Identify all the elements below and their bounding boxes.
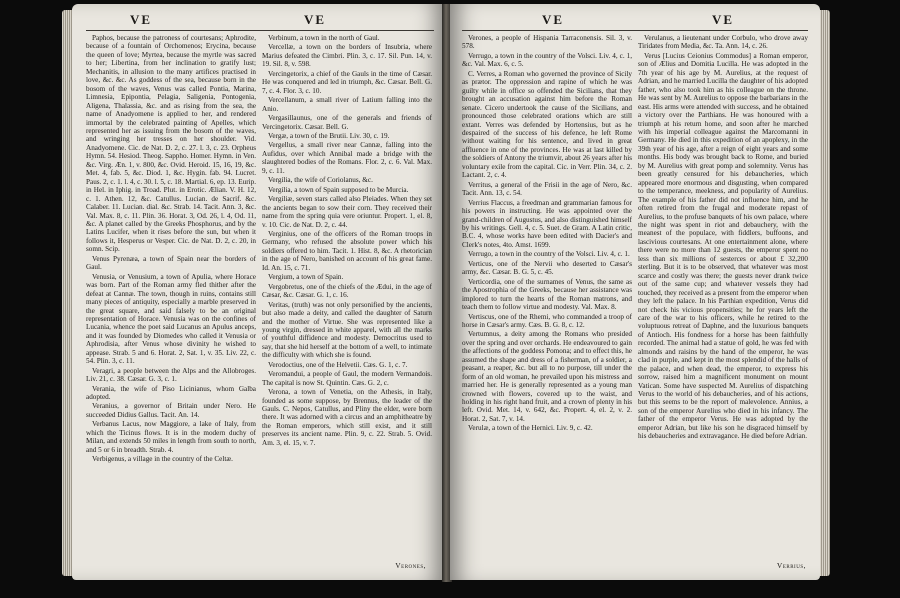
dictionary-entry: Verus [Lucius Ceionius Commodus] a Roman emperor, son of Ælius and Domitia Lucilla. He was adopted in the 7th year of his age by M. Aurelius, at the request of Adrian, and he married Lucilla the daughter of his adopted father, who also took him as his colleague on the throne. He was sent by M. Aurelius to oppose the barbarians in the east. His arms were attended with success, and he obtained a victory over the Parthians. He was honoured with a triumph at his return home, and soon after he marched with his imperial colleague against the Marcomanni in Germany. He died in this expedition of an apoplexy, in the 39th year of his age, after a reign of eight years and some months. His body was brought back to Rome, and buried by M. Aurelius with great pomp and solemnity. Verus has been greatly censured for his debaucheries, which appeared more enormous and disgusting, when compared to the temperance, meekness, and popularity of Aurelius. The example of his father did not influence him, and he often retired from the frugal and moderate repast of Aurelius, to the profuse banquets of his own palace, where the night was spent in riot and debauchery, with the meanest of the populace, with fiddlers, buffoons, and lascivious courtesans. At one entertainment alone, where there were no more than 12 guests, the emperor spent no less than six millions of sesterces or about £ 32,200 sterling. But it is to be observed, that whatever was most scarce and costly was there; the guests never drank twice out of the same cup; and whatever vessels they had touched, they received as a present from the emperor when they left the palace. In his Parthian expedition, Verus did not check his vicious propensities; he for years left the care of the war to his officers, while he retired to the voluptuous retreat of Daphne, and the luxurious banquets of Antioch. His fondness for a horse has been faithfully recorded. The animal had a statue of gold, he was fed with almonds and raisins by the hand of the emperor, he was clad in purple, and kept in the most splendid of the halls of the palace, and when dead, the emperor, to express his sorrow, raised him a magnificent monument on mount Vatican. Some have suspected M. Aurelius of dispatching Verus to the world of his debaucheries, and of his actions, but this seems to be the report of malevolence. Annius, a son of the emperor Aurelius who died in his infancy. The father of the emperor Verus. He was adopted by the emperor Adrian, but like his son he disgraced himself by his debaucheries and extravagance. He died before Adrian. — [638, 51, 808, 441]
dictionary-entry: Verania, the wife of Piso Licinianus, whom Galba adopted. — [86, 384, 256, 402]
dictionary-entry: Veromandui, a people of Gaul, the modern Vermandois. The capital is now St. Quintin. Cæs. G. 2, c. — [262, 370, 432, 387]
dictionary-entry: Vercellæ, a town on the borders of Insubria, where Marius defeated the Cimbri. Plin. 3, c. 17. Sil. Pun. 14, v. 19. Sil. 8, v. 598. — [262, 43, 432, 69]
dictionary-entry: Venusia, or Venusium, a town of Apulia, where Horace was born. Part of the Roman army fled thither after the defeat at Cannæ. The town, though in ruins, contains still many pieces of antiquity, especially a marble preserved in the great square, and said falsely to be an original representation of Horace. Venusia was on the confines of Lucania, whence the poet said Lucanus an Apulus anceps, and it was founded by Diomedes who called it Venusia or Aphrodisia, after Venus whose divinity he wished to appease. Strab. 5 and 6. Horat. 2, Sat. 1, v. 35. Liv. 22, c. 54. Plin. 3, c. 11. — [86, 272, 256, 366]
right-column-1 — [462, 34, 632, 564]
dictionary-entry: Verones, a people of Hispania Tarraconensis. Sil. 3, v. 578. — [462, 34, 632, 51]
dictionary-entry: Verulanus, a lieutenant under Corbulo, who drove away Tiridates from Media, &c. Ta. Ann. 14, c. 26. — [638, 34, 808, 51]
left-column-2 — [262, 34, 432, 564]
dictionary-entry: Vercellanum, a small river of Latium falling into the Anio. — [262, 96, 432, 113]
left-column-1 — [86, 34, 256, 564]
dictionary-entry: Verticordia, one of the surnames of Venus, the same as the Apostrophia of the Greeks, because her assistance was implored to turn the hearts of the Roman matrons, and teach them to follow virtue and modesty. Val. Max. 8. — [462, 277, 632, 312]
right-column-2 — [638, 34, 808, 564]
dictionary-entry: Verrugo, a town in the country of the Volsci. Liv. 4, c. 1, &c. Val. Max. 6, c. 5. — [462, 51, 632, 69]
dictionary-entry: Verrugo, a town in the country of the Volsci. Liv. 4, c. 1. — [468, 250, 630, 259]
left-page — [72, 4, 444, 580]
right-page-header-right: VE — [712, 12, 735, 27]
dictionary-entry: Vergellus, a small river near Cannæ, falling into the Aufidus, over which Annibal made a bridge with the slaughtered bodies of the Romans. Flor. 2, c. 6. Val. Max. 9, c. 11. — [262, 141, 432, 175]
dictionary-entry: Verticus, one of the Nervii who deserted to Cæsar's army, &c. Cæsar. B. G. 5, c. 45. — [462, 259, 632, 277]
dictionary-entry: Verbanus Lacus, now Maggiore, a lake of Italy, from which the Ticinus flows. It is in the modern duchy of Milan, and extends 50 miles in length from south to north, and 5 or 6 in breadth. Strab. 4. — [86, 420, 256, 454]
open-book — [72, 4, 820, 592]
left-header-rule — [86, 30, 434, 31]
right-page-header-left: VE — [542, 12, 565, 27]
dictionary-entry: Verodoctius, one of the Helvetii. Cæs. G. 1, c. 7. — [268, 360, 408, 369]
dictionary-entry: Venus Pyrenæa, a town of Spain near the borders of Gaul. — [86, 254, 256, 272]
right-header-rule — [462, 30, 808, 31]
dictionary-entry: Verginius, one of the officers of the Roman troops in Germany, who refused the absolute power which his soldiers offered to him. Tacit. 1. Hist. 8, &c. A rhetorician in the age of Nero, banished on account of his great fame. Id. An. 15, c. 71. — [262, 229, 432, 272]
right-catchword: Verrius, — [776, 561, 806, 570]
dictionary-entry: Vergobretus, one of the chiefs of the Ædui, in the age of Cæsar, &c. Cæsar. G. 1, c. 16. — [262, 282, 432, 300]
dictionary-entry: Verona, a town of Venetia, on the Athesis, in Italy, founded as some suppose, by Brennus, the leader of the Gauls. C. Nepos, Catullus, and Pliny the elder, were born there. It was adorned with a circus and an amphitheatre by the Roman emperors, which still exist, and it still preserves its ancient name. Plin. 9, c. 22. Strab. 5. Ovid. Am. 3, el. 15, v. 7. — [262, 388, 432, 447]
dictionary-entry: Veranius, a governor of Britain under Nero. He succeeded Didius Gallus. Tacit. An. 14. — [86, 402, 256, 419]
dictionary-entry: C. Verres, a Roman who governed the province of Sicily as prætor. The oppression and rapine of which he was guilty while in office so offended the Sicilians, that they brought an accusation against him before the Roman senate. Cicero undertook the cause of the Sicilians, and pronounced those celebrated orations which are still extant. Verres was defended by Hortensius, but as he despaired of the success of his defence, he left Rome without waiting for his sentence, and lived in great affluence in one of the provinces. He was at last killed by the soldiers of Antony the triumvir, about 26 years after his voluntary exile from the capital. Cic. in Verr. Plin. 34, c. 2. Lactant. 2, c. 4. — [462, 69, 632, 180]
right-page — [450, 4, 820, 580]
left-catchword: Verones, — [395, 561, 426, 570]
left-page-header-right: VE — [304, 12, 327, 27]
dictionary-entry: Verrius Flaccus, a freedman and grammarian famous for his powers in instructing. He was appointed over the grand-children of Augustus, and also distinguished himself by his writings. Gell. 4, c. 5. Suet. de Gram. A Latin critic, B.C. 4, whose works have been edited with Dacier's and Clerk's notes, 4to. Amst. 1699. — [462, 198, 632, 249]
dictionary-entry: Vertumnus, a deity among the Romans who presided over the spring and over orchards. He endeavoured to gain the affections of the goddess Pomona; and to effect this, he assumed the shape and dress of a fisherman, of a soldier, a peasant, a reaper, &c. but all to no purpose, till under the form of an old woman, he prevailed upon his mistress and married her. He is generally represented as a young man crowned with flowers, covered up to the waist, and holding in his right hand fruit, and a crown of plenty in his left. Ovid. Met. 14, v. 642, &c. Propert. 4, el. 2, v. 2. Horat. 2, Sat. 7, v. 14. — [462, 330, 632, 423]
dictionary-entry: Veragri, a people between the Alps and the Allobroges. Liv. 21, c. 38. Cæsar. G. 3, c. 1. — [86, 366, 256, 384]
dictionary-entry: Veritas, (truth) was not only personified by the ancients, but also made a deity, and called the daughter of Saturn and the mother of Virtue. She was represented like a young virgin, dressed in white apparel, with all the marks of youthful diffidence and modesty. Democritus used to say, that she hid herself at the bottom of a well, to intimate the difficulty with which she is found. — [262, 300, 432, 360]
dictionary-entry: Vertiscus, one of the Rhemi, who commanded a troop of horse in Cæsar's army. Cæs. B. G. 8, c. 12. — [462, 312, 632, 329]
dictionary-entry: Verulæ, a town of the Hernici. Liv. 9, c. 42. — [468, 424, 593, 433]
dictionary-entry: Vergasillaunus, one of the generals and friends of Vercingetorix. Cæsar. Bell. G. — [262, 114, 432, 131]
dictionary-entry: Vercingetorix, a chief of the Gauls in the time of Cæsar. He was conquered and led in triumph, &c. Cæsar. Bell. G. 7, c. 4. Flor. 3, c. 10. — [262, 69, 432, 95]
dictionary-entry: Vergilia, a town of Spain supposed to be Murcia. — [268, 185, 409, 194]
dictionary-entry: Verritus, a general of the Frisii in the age of Nero, &c. Tacit. Ann. 13, c. 54. — [462, 180, 632, 198]
dictionary-entry: Paphos, because the patroness of courtesans; Aphrodite, because of a fountain of Orchomenos; Erycina, because the queen of love; Myrtea, because the myrtle was sacred to her; Libertina, from her inclination to gratify lust; Mechanitis, in allusion to the many artifices practised in love, &c. &c. As goddess of the sea, because born in the bosom of the waves, Venus was called Pontia, Marina, Limnesia, Epipontia, Pelagia, Saligenia, Pontogenia, Aligena, Thalassia, &c. and as rising from the sea, the name of Anadyomene is applied to her, and rendered immortal by the celebrated painting of Apelles, which represented her as issuing from the bosom of the waves, and wringing her tresses on her shoulder. Vid. Anadyomene. Cic. de Nat. D. 2, c. 27. l. 3, c. 23. Orpheus Hymn. 54. Hesiod. Theog. Sappho. Homer. Hymn. in Ven. &c. Virg. Æn. 1, v. 800, &c. Ovid. Heroid. 15, 16, 19, &c. Met. 4, fab. 5, &c. Diod. 1, &c. Hygin. fab. 94. Lucret. Paus. 2, c. 1. l. 4, c. 30. l. 5, c. 18. Martial. 6, ep. 13. Eurip. in Hel. in Iphig. in Troad. Plut. in Erotic. Ælian. V. H. 12, c. 1. Athen. 12, &c. Catullus. Lucian. de Sacrif. &c. Calaber. 11. Lucian. dial. &c. Strab. 14. Tacit. Ann. 3, &c. Val. Max. 8, c. 11. Plin. 36. Horat. 3, Od. 26, l. 4, Od. 11, &c. A planet called by the Greeks Phosphorus, and by the Latins Lucifer, when it rises before the sun, but when it follows it, Hesperus or Vesper. Cic. de Nat. D. 2, c. 20, in somn. Scip. — [86, 34, 256, 254]
left-page-header-left: VE — [130, 12, 153, 27]
dictionary-entry: Vergilia, the wife of Coriolanus, &c. — [268, 176, 373, 185]
dictionary-entry: Vergium, a town of Spain. — [268, 273, 344, 282]
dictionary-entry: Verbigenus, a village in the country of the Celtæ. — [92, 455, 233, 464]
dictionary-entry: Vergæ, a town of the Brutii. Liv. 30, c. 19. — [268, 131, 390, 140]
dictionary-entry: Verbinum, a town in the north of Gaul. — [268, 34, 380, 42]
dictionary-entry: Vergiliæ, seven stars called also Pleiades. When they set the ancients began to sow their corn. They received their name from the spring quia vere oriuntur. Propert. 1, el. 8, v. 10. Cic. de Nat. D. 2, c. 44. — [262, 195, 432, 229]
